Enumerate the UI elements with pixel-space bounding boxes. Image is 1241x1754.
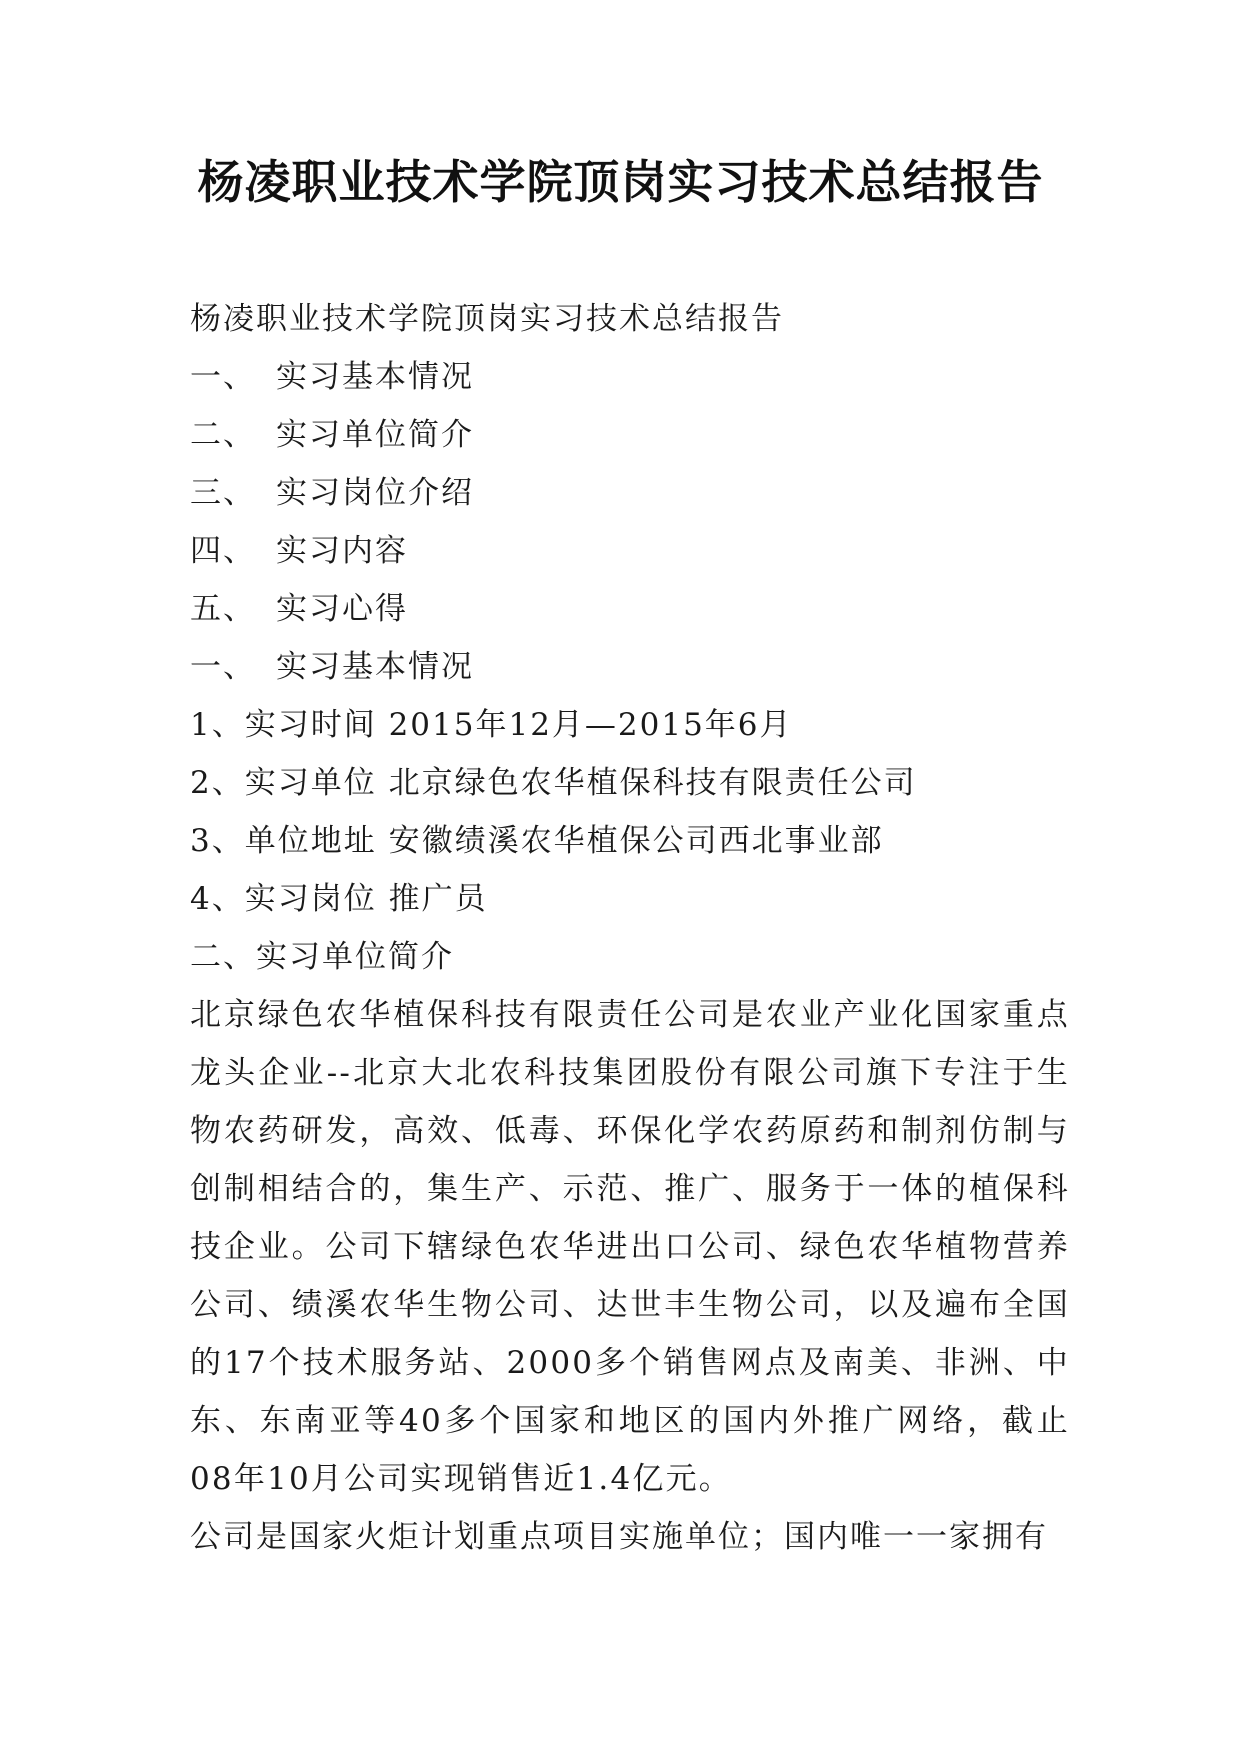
- info-line-address: 3、单位地址 安徽绩溪农华植保公司西北事业部: [190, 823, 884, 859]
- document-title: 杨凌职业技术学院顶岗实习技术总结报告: [197, 155, 1044, 209]
- info-line-position: 4、实习岗位 推广员: [190, 881, 488, 917]
- report-subtitle: 杨凌职业技术学院顶岗实习技术总结报告: [190, 301, 784, 337]
- section-heading: [190, 638, 1070, 696]
- toc-item-number: 四、: [190, 533, 256, 569]
- toc-item: [190, 348, 1070, 406]
- toc-item: [190, 406, 1070, 464]
- toc-item-text: 实习内容: [276, 533, 408, 569]
- toc-item-number: 三、: [190, 475, 256, 511]
- toc-item: [190, 580, 1070, 638]
- toc-item: [190, 522, 1070, 580]
- info-line-company: 2、实习单位 北京绿色农华植保科技有限责任公司: [190, 765, 917, 801]
- toc-item: [190, 464, 1070, 522]
- section-heading-text: 实习基本情况: [276, 649, 474, 685]
- section-heading-number: 一、: [190, 649, 256, 685]
- toc-item-number: 一、: [190, 359, 256, 395]
- toc-item-text: 实习基本情况: [276, 359, 474, 395]
- document-body: [190, 290, 1070, 1566]
- toc-item-number: 二、: [190, 417, 256, 453]
- paragraph-continued: 公司是国家火炬计划重点项目实施单位；国内唯一一家拥有: [190, 1519, 1048, 1555]
- section-heading: 二、实习单位简介: [190, 939, 454, 975]
- company-intro-paragraph: 北京绿色农华植保科技有限责任公司是农业产业化国家重点龙头企业--北京大北农科技集团股份有限公司旗下专注于生物农药研发，高效、低毒、环保化学农药原药和制剂仿制与创制相结合的，集生产、示范、推广、服务于一体的植保科技企业。公司下辖绿色农华进出口公司、绿色农华植物营养公司、绩溪农华生物公司、达世丰生物公司，以及遍布全国的17个技术服务站、2000多个销售网点及南美、非洲、中东、东南亚等40多个国家和地区的国内外推广网络，截止08年10月公司实现销售近1.4亿元。: [190, 997, 1070, 1497]
- info-line-time: 1、实习时间 2015年12月—2015年6月: [190, 707, 793, 743]
- toc-item-text: 实习单位简介: [276, 417, 474, 453]
- toc-item-number: 五、: [190, 591, 256, 627]
- toc-item-text: 实习岗位介绍: [276, 475, 474, 511]
- toc-item-text: 实习心得: [276, 591, 408, 627]
